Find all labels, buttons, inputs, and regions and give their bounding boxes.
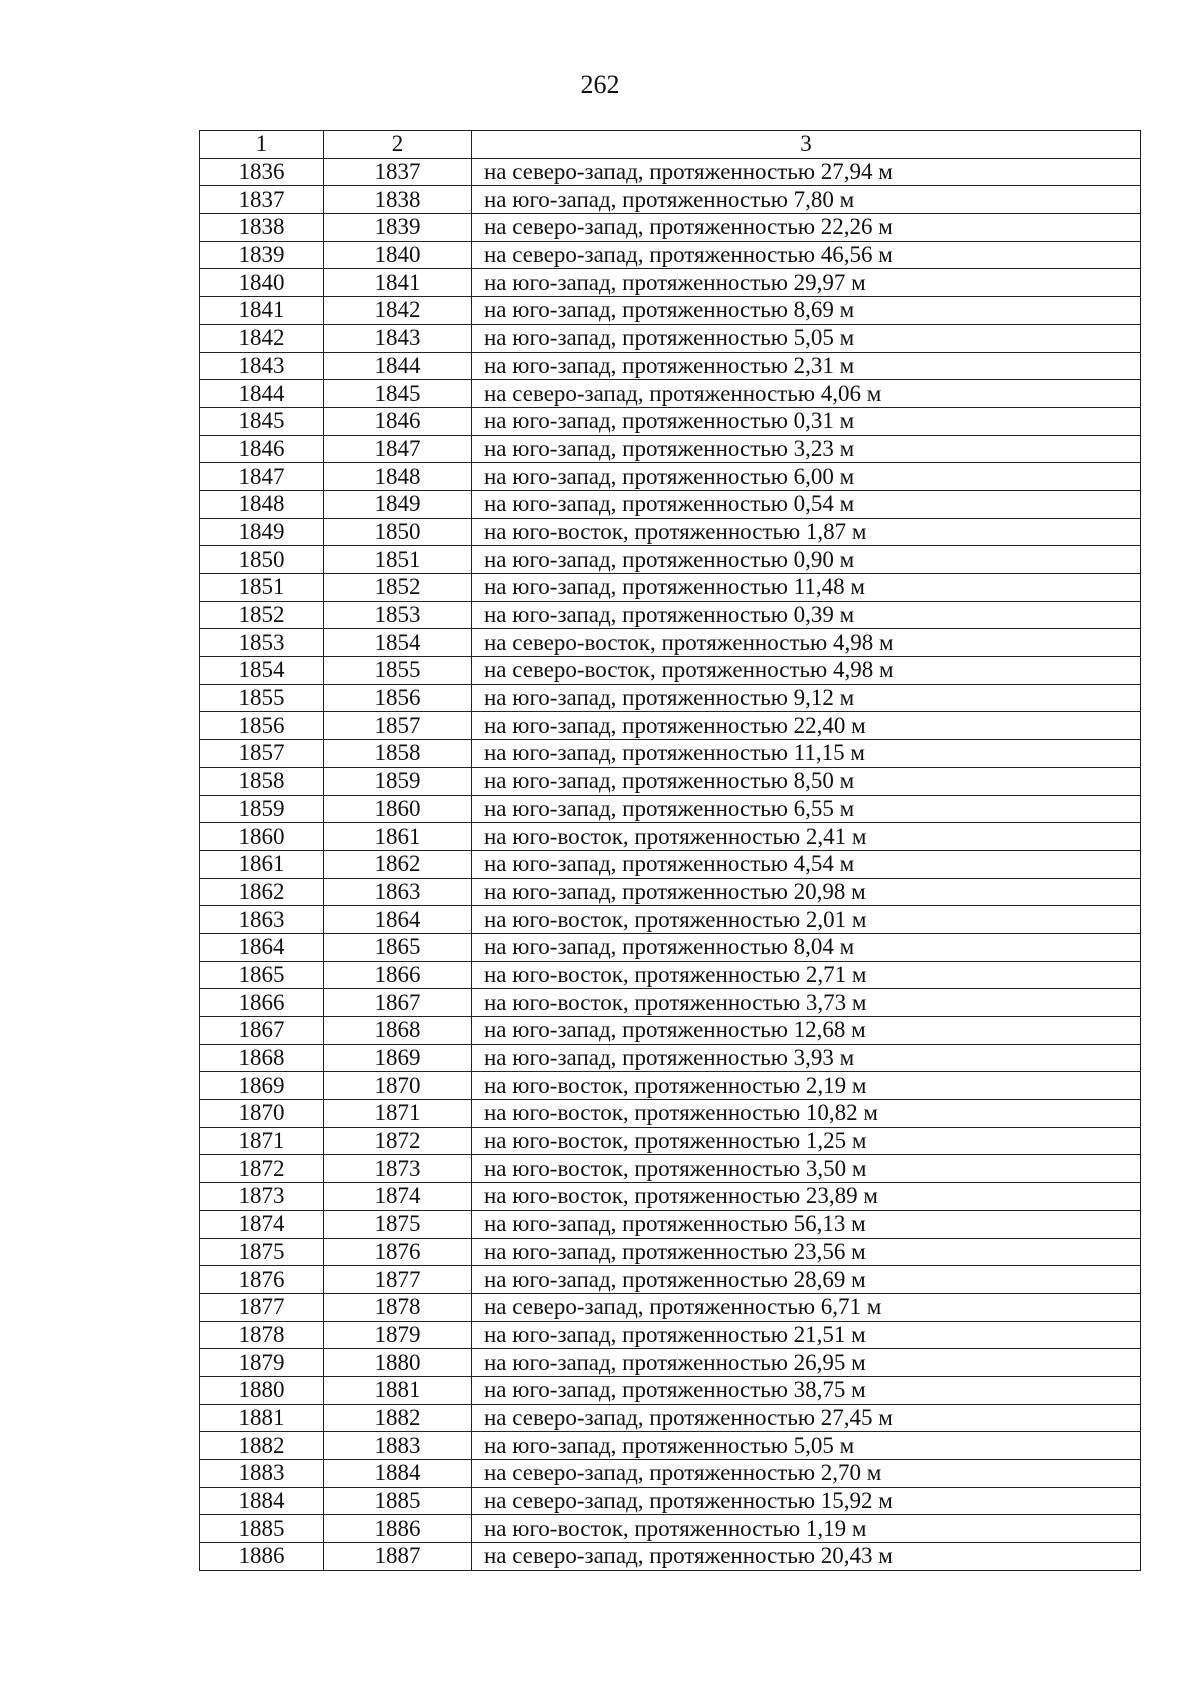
- table-row: [200, 1543, 1141, 1571]
- direction-cell: на северо-запад, протяженностью 6,71 м: [472, 1293, 1141, 1321]
- direction-cell: на юго-восток, протяженностью 2,41 м: [472, 823, 1141, 851]
- from-point-cell: 1874: [200, 1210, 324, 1238]
- to-point-cell: 1881: [324, 1376, 472, 1404]
- to-point-cell: 1848: [324, 463, 472, 491]
- direction-cell: на юго-восток, протяженностью 3,73 м: [472, 989, 1141, 1017]
- direction-cell: на юго-запад, протяженностью 11,48 м: [472, 574, 1141, 602]
- from-point-cell: 1858: [200, 767, 324, 795]
- from-point-cell: 1863: [200, 906, 324, 934]
- table-row: [200, 850, 1141, 878]
- table-row: [200, 1460, 1141, 1488]
- table-row: [200, 435, 1141, 463]
- to-point-cell: 1876: [324, 1238, 472, 1266]
- table-row: [200, 490, 1141, 518]
- direction-cell: на северо-запад, протяженностью 22,26 м: [472, 214, 1141, 242]
- to-point-cell: 1854: [324, 629, 472, 657]
- from-point-cell: 1869: [200, 1072, 324, 1100]
- direction-cell: на юго-запад, протяженностью 38,75 м: [472, 1376, 1141, 1404]
- from-point-cell: 1878: [200, 1321, 324, 1349]
- from-point-cell: 1879: [200, 1349, 324, 1377]
- to-point-cell: 1870: [324, 1072, 472, 1100]
- direction-cell: на юго-восток, протяженностью 1,19 м: [472, 1515, 1141, 1543]
- direction-cell: на юго-запад, протяженностью 23,56 м: [472, 1238, 1141, 1266]
- table-row: [200, 712, 1141, 740]
- direction-cell: на юго-запад, протяженностью 5,05 м: [472, 324, 1141, 352]
- to-point-cell: 1860: [324, 795, 472, 823]
- direction-cell: на юго-запад, протяженностью 11,15 м: [472, 740, 1141, 768]
- table-row: [200, 823, 1141, 851]
- to-point-cell: 1839: [324, 214, 472, 242]
- to-point-cell: 1847: [324, 435, 472, 463]
- to-point-cell: 1875: [324, 1210, 472, 1238]
- table-row: [200, 933, 1141, 961]
- direction-cell: на юго-запад, протяженностью 28,69 м: [472, 1266, 1141, 1294]
- direction-cell: на северо-запад, протяженностью 4,06 м: [472, 380, 1141, 408]
- table-row: [200, 518, 1141, 546]
- direction-cell: на юго-запад, протяженностью 5,05 м: [472, 1432, 1141, 1460]
- from-point-cell: 1861: [200, 850, 324, 878]
- table-row: [200, 214, 1141, 242]
- direction-cell: на юго-восток, протяженностью 10,82 м: [472, 1100, 1141, 1128]
- to-point-cell: 1844: [324, 352, 472, 380]
- from-point-cell: 1882: [200, 1432, 324, 1460]
- table-row: [200, 989, 1141, 1017]
- table-row: [200, 601, 1141, 629]
- direction-cell: на юго-запад, протяженностью 6,00 м: [472, 463, 1141, 491]
- from-point-cell: 1847: [200, 463, 324, 491]
- table-row: [200, 740, 1141, 768]
- page-number: 262: [580, 70, 620, 99]
- from-point-cell: 1867: [200, 1017, 324, 1045]
- to-point-cell: 1837: [324, 158, 472, 186]
- direction-cell: на юго-запад, протяженностью 22,40 м: [472, 712, 1141, 740]
- direction-cell: на юго-запад, протяженностью 26,95 м: [472, 1349, 1141, 1377]
- column-header-2: 2: [324, 131, 472, 159]
- to-point-cell: 1841: [324, 269, 472, 297]
- from-point-cell: 1871: [200, 1127, 324, 1155]
- from-point-cell: 1876: [200, 1266, 324, 1294]
- to-point-cell: 1845: [324, 380, 472, 408]
- to-point-cell: 1880: [324, 1349, 472, 1377]
- to-point-cell: 1865: [324, 933, 472, 961]
- table-row: [200, 546, 1141, 574]
- direction-cell: на юго-восток, протяженностью 3,50 м: [472, 1155, 1141, 1183]
- table-row: [200, 269, 1141, 297]
- table-body: [200, 158, 1141, 1570]
- to-point-cell: 1851: [324, 546, 472, 574]
- to-point-cell: 1864: [324, 906, 472, 934]
- table-row: [200, 657, 1141, 685]
- table-row: [200, 961, 1141, 989]
- direction-cell: на юго-запад, протяженностью 3,93 м: [472, 1044, 1141, 1072]
- from-point-cell: 1851: [200, 574, 324, 602]
- from-point-cell: 1839: [200, 241, 324, 269]
- from-point-cell: 1884: [200, 1487, 324, 1515]
- table-row: [200, 1293, 1141, 1321]
- from-point-cell: 1848: [200, 490, 324, 518]
- to-point-cell: 1849: [324, 490, 472, 518]
- to-point-cell: 1856: [324, 684, 472, 712]
- from-point-cell: 1877: [200, 1293, 324, 1321]
- from-point-cell: 1864: [200, 933, 324, 961]
- direction-cell: на юго-запад, протяженностью 29,97 м: [472, 269, 1141, 297]
- to-point-cell: 1842: [324, 297, 472, 325]
- table-row: [200, 352, 1141, 380]
- boundary-table: [199, 130, 1141, 1571]
- from-point-cell: 1855: [200, 684, 324, 712]
- table-row: [200, 463, 1141, 491]
- to-point-cell: 1866: [324, 961, 472, 989]
- to-point-cell: 1850: [324, 518, 472, 546]
- direction-cell: на юго-запад, протяженностью 56,13 м: [472, 1210, 1141, 1238]
- from-point-cell: 1838: [200, 214, 324, 242]
- table-row: [200, 1376, 1141, 1404]
- table-row: [200, 1100, 1141, 1128]
- direction-cell: на северо-запад, протяженностью 27,94 м: [472, 158, 1141, 186]
- to-point-cell: 1879: [324, 1321, 472, 1349]
- table-row: [200, 158, 1141, 186]
- from-point-cell: 1868: [200, 1044, 324, 1072]
- from-point-cell: 1845: [200, 407, 324, 435]
- direction-cell: на северо-запад, протяженностью 2,70 м: [472, 1460, 1141, 1488]
- table-row: [200, 380, 1141, 408]
- table-row: [200, 297, 1141, 325]
- direction-cell: на юго-запад, протяженностью 8,69 м: [472, 297, 1141, 325]
- to-point-cell: 1883: [324, 1432, 472, 1460]
- from-point-cell: 1836: [200, 158, 324, 186]
- direction-cell: на юго-восток, протяженностью 1,25 м: [472, 1127, 1141, 1155]
- from-point-cell: 1866: [200, 989, 324, 1017]
- to-point-cell: 1863: [324, 878, 472, 906]
- table-row: [200, 906, 1141, 934]
- table-row: [200, 795, 1141, 823]
- direction-cell: на юго-запад, протяженностью 0,39 м: [472, 601, 1141, 629]
- table-row: [200, 1044, 1141, 1072]
- to-point-cell: 1857: [324, 712, 472, 740]
- direction-cell: на юго-запад, протяженностью 0,31 м: [472, 407, 1141, 435]
- to-point-cell: 1887: [324, 1543, 472, 1571]
- table-row: [200, 1321, 1141, 1349]
- from-point-cell: 1844: [200, 380, 324, 408]
- to-point-cell: 1858: [324, 740, 472, 768]
- from-point-cell: 1837: [200, 186, 324, 214]
- table-row: [200, 1127, 1141, 1155]
- from-point-cell: 1852: [200, 601, 324, 629]
- to-point-cell: 1867: [324, 989, 472, 1017]
- direction-cell: на юго-запад, протяженностью 0,54 м: [472, 490, 1141, 518]
- direction-cell: на юго-запад, протяженностью 2,31 м: [472, 352, 1141, 380]
- table-row: [200, 1017, 1141, 1045]
- column-header-3: 3: [472, 131, 1141, 159]
- to-point-cell: 1877: [324, 1266, 472, 1294]
- from-point-cell: 1842: [200, 324, 324, 352]
- table-row: [200, 1210, 1141, 1238]
- to-point-cell: 1838: [324, 186, 472, 214]
- to-point-cell: 1874: [324, 1183, 472, 1211]
- direction-cell: на северо-запад, протяженностью 15,92 м: [472, 1487, 1141, 1515]
- to-point-cell: 1872: [324, 1127, 472, 1155]
- to-point-cell: 1853: [324, 601, 472, 629]
- from-point-cell: 1875: [200, 1238, 324, 1266]
- table-row: [200, 324, 1141, 352]
- to-point-cell: 1869: [324, 1044, 472, 1072]
- from-point-cell: 1865: [200, 961, 324, 989]
- to-point-cell: 1840: [324, 241, 472, 269]
- table-row: [200, 1349, 1141, 1377]
- table-row: [200, 1432, 1141, 1460]
- table-row: [200, 767, 1141, 795]
- direction-cell: на северо-запад, протяженностью 46,56 м: [472, 241, 1141, 269]
- from-point-cell: 1886: [200, 1543, 324, 1571]
- from-point-cell: 1840: [200, 269, 324, 297]
- table-row: [200, 407, 1141, 435]
- from-point-cell: 1860: [200, 823, 324, 851]
- direction-cell: на северо-запад, протяженностью 27,45 м: [472, 1404, 1141, 1432]
- table-row: [200, 186, 1141, 214]
- to-point-cell: 1852: [324, 574, 472, 602]
- from-point-cell: 1885: [200, 1515, 324, 1543]
- table-row: [200, 1404, 1141, 1432]
- table-row: [200, 1238, 1141, 1266]
- direction-cell: на юго-запад, протяженностью 20,98 м: [472, 878, 1141, 906]
- table-row: [200, 878, 1141, 906]
- direction-cell: на юго-восток, протяженностью 23,89 м: [472, 1183, 1141, 1211]
- to-point-cell: 1843: [324, 324, 472, 352]
- from-point-cell: 1854: [200, 657, 324, 685]
- direction-cell: на юго-запад, протяженностью 3,23 м: [472, 435, 1141, 463]
- direction-cell: на юго-восток, протяженностью 2,01 м: [472, 906, 1141, 934]
- direction-cell: на северо-восток, протяженностью 4,98 м: [472, 629, 1141, 657]
- direction-cell: на юго-запад, протяженностью 6,55 м: [472, 795, 1141, 823]
- from-point-cell: 1870: [200, 1100, 324, 1128]
- table-header-row: [200, 131, 1141, 159]
- from-point-cell: 1850: [200, 546, 324, 574]
- to-point-cell: 1886: [324, 1515, 472, 1543]
- from-point-cell: 1841: [200, 297, 324, 325]
- table-row: [200, 1266, 1141, 1294]
- direction-cell: на юго-запад, протяженностью 8,50 м: [472, 767, 1141, 795]
- direction-cell: на юго-запад, протяженностью 0,90 м: [472, 546, 1141, 574]
- table-row: [200, 629, 1141, 657]
- direction-cell: на северо-запад, протяженностью 20,43 м: [472, 1543, 1141, 1571]
- to-point-cell: 1873: [324, 1155, 472, 1183]
- from-point-cell: 1857: [200, 740, 324, 768]
- to-point-cell: 1871: [324, 1100, 472, 1128]
- table-row: [200, 1183, 1141, 1211]
- direction-cell: на юго-восток, протяженностью 1,87 м: [472, 518, 1141, 546]
- from-point-cell: 1856: [200, 712, 324, 740]
- from-point-cell: 1873: [200, 1183, 324, 1211]
- to-point-cell: 1884: [324, 1460, 472, 1488]
- to-point-cell: 1885: [324, 1487, 472, 1515]
- from-point-cell: 1859: [200, 795, 324, 823]
- from-point-cell: 1846: [200, 435, 324, 463]
- table-row: [200, 1072, 1141, 1100]
- to-point-cell: 1846: [324, 407, 472, 435]
- from-point-cell: 1862: [200, 878, 324, 906]
- table-row: [200, 1515, 1141, 1543]
- direction-cell: на юго-восток, протяженностью 2,19 м: [472, 1072, 1141, 1100]
- to-point-cell: 1859: [324, 767, 472, 795]
- direction-cell: на юго-запад, протяженностью 21,51 м: [472, 1321, 1141, 1349]
- direction-cell: на юго-запад, протяженностью 9,12 м: [472, 684, 1141, 712]
- from-point-cell: 1880: [200, 1376, 324, 1404]
- to-point-cell: 1868: [324, 1017, 472, 1045]
- to-point-cell: 1878: [324, 1293, 472, 1321]
- from-point-cell: 1883: [200, 1460, 324, 1488]
- from-point-cell: 1843: [200, 352, 324, 380]
- direction-cell: на юго-запад, протяженностью 4,54 м: [472, 850, 1141, 878]
- from-point-cell: 1849: [200, 518, 324, 546]
- direction-cell: на юго-запад, протяженностью 12,68 м: [472, 1017, 1141, 1045]
- direction-cell: на северо-восток, протяженностью 4,98 м: [472, 657, 1141, 685]
- from-point-cell: 1881: [200, 1404, 324, 1432]
- direction-cell: на юго-восток, протяженностью 2,71 м: [472, 961, 1141, 989]
- direction-cell: на юго-запад, протяженностью 7,80 м: [472, 186, 1141, 214]
- table-row: [200, 1487, 1141, 1515]
- from-point-cell: 1853: [200, 629, 324, 657]
- column-header-1: 1: [200, 131, 324, 159]
- to-point-cell: 1862: [324, 850, 472, 878]
- to-point-cell: 1861: [324, 823, 472, 851]
- table-row: [200, 241, 1141, 269]
- direction-cell: на юго-запад, протяженностью 8,04 м: [472, 933, 1141, 961]
- to-point-cell: 1882: [324, 1404, 472, 1432]
- from-point-cell: 1872: [200, 1155, 324, 1183]
- table-row: [200, 684, 1141, 712]
- to-point-cell: 1855: [324, 657, 472, 685]
- table-row: [200, 1155, 1141, 1183]
- table-row: [200, 574, 1141, 602]
